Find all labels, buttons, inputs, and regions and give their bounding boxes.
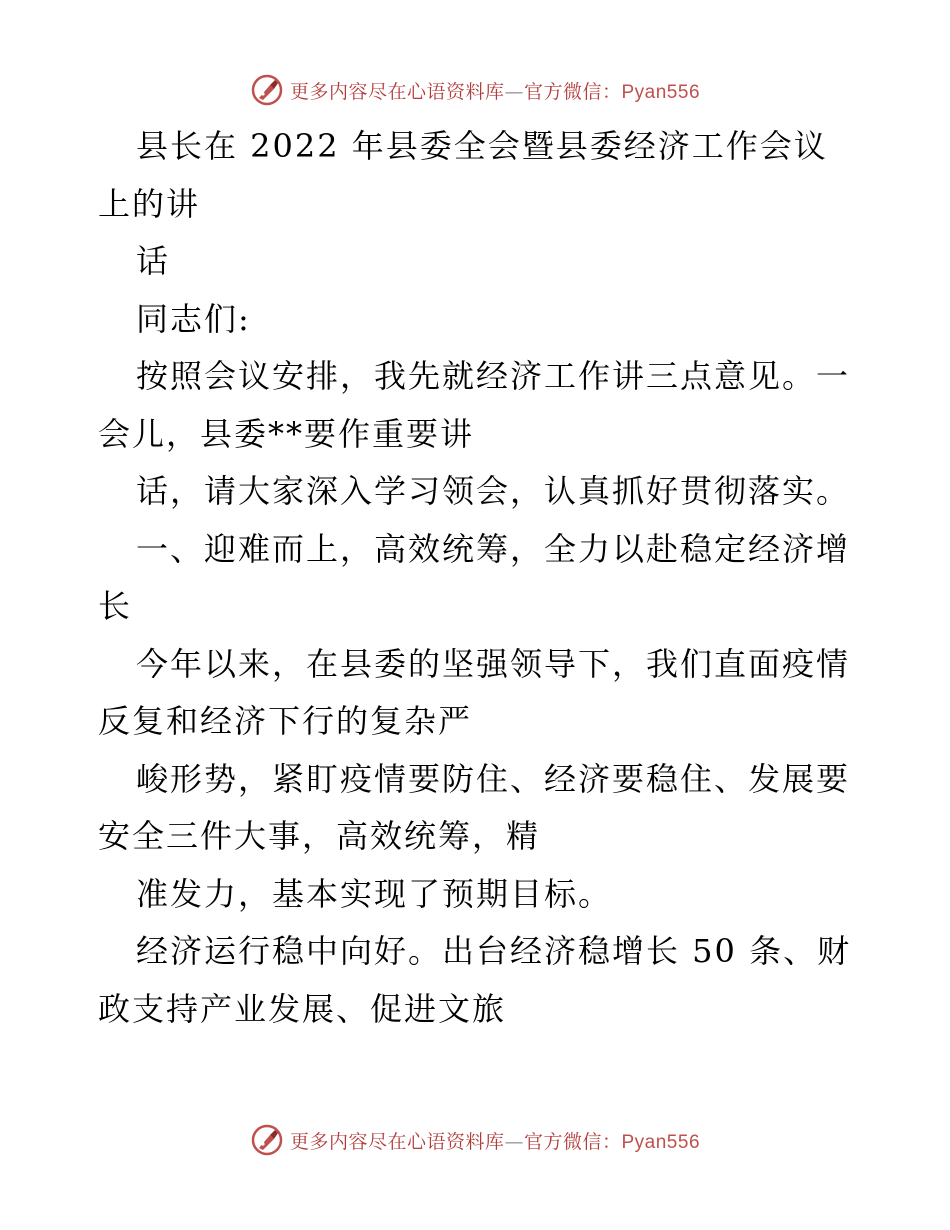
doc-title-continuation: 话 (136, 242, 171, 280)
watermark-text (290, 77, 700, 104)
paragraph: 话，请大家深入学习领会，认真抓好贯彻落实。 (136, 472, 851, 510)
watermark-footer (0, 1120, 950, 1160)
watermark-wechat-label: 官方微信： (523, 80, 622, 103)
watermark-header (0, 70, 950, 110)
paragraph: 准发力，基本实现了预期目标。 (136, 874, 613, 913)
section-heading: 一、迎难而上，高效统筹，全力以赴稳定经济增长 (98, 529, 851, 625)
watermark-dash: — (504, 80, 524, 103)
watermark-site: 更多内容尽在心语资料库 (289, 80, 505, 103)
paragraph: 按照会议安排，我先就经济工作讲三点意见。一会儿，县委**要作重要讲 (98, 357, 851, 453)
document-body (98, 118, 858, 1038)
paragraph: 今年以来，在县委的坚强领导下，我们直面疫情反复和经济下行的复杂严 (98, 644, 851, 740)
paragraph: 峻形势，紧盯疫情要防住、经济要稳住、发展要安全三件大事，高效统筹，精 (98, 759, 851, 855)
pen-nib-logo-icon (250, 73, 284, 107)
doc-title: 县长在 2022 年县委全会暨县委经济工作会议上的讲 (98, 127, 828, 223)
paragraph: 经济运行稳中向好。出台经济稳增长 50 条、财政支持产业发展、促进文旅 (98, 932, 852, 1028)
watermark-dash: — (504, 1130, 524, 1153)
watermark-wechat-id: Pyan556 (621, 81, 701, 103)
watermark-site: 更多内容尽在心语资料库 (289, 1130, 505, 1153)
pen-nib-logo-icon (250, 1123, 284, 1157)
watermark-wechat-label: 官方微信： (523, 1130, 622, 1153)
watermark-text (290, 1127, 700, 1154)
watermark-wechat-id: Pyan556 (621, 1131, 701, 1153)
salutation: 同志们: (136, 299, 251, 338)
